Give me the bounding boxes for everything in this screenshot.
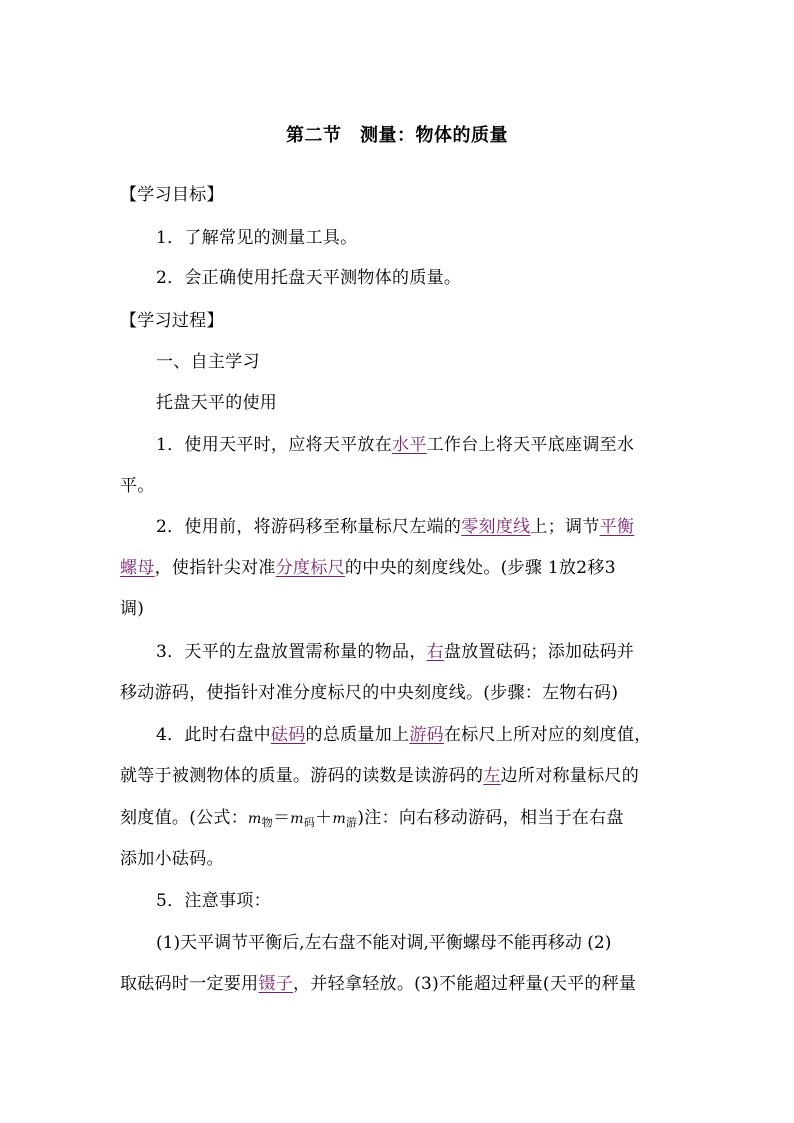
paragraph-1-line-2: 平。 (120, 476, 155, 496)
paragraph-6-line-2 (120, 972, 680, 996)
answer-blank: 砝码 (270, 725, 306, 745)
process-heading: 【学习过程】 (120, 311, 224, 331)
answer-blank: 游码 (409, 725, 444, 745)
text: )注：向右移动游码，相当于在右盘 (357, 808, 624, 828)
paragraph-1-line-1 (156, 433, 716, 457)
text: 2．使用前，将游码移至称量标尺左端的 (156, 517, 462, 537)
notes-heading: 5．注意事项： (156, 891, 271, 911)
page-title: 第二节 测量：物体的质量 (286, 125, 508, 146)
paragraph-4-line-4: 添加小砝码。 (120, 849, 224, 869)
subsection-heading: 托盘天平的使用 (156, 393, 278, 413)
text: 工作台上将天平底座调至水 (426, 435, 635, 455)
paragraph-2-line-1 (156, 515, 716, 539)
answer-blank: 右 (426, 642, 444, 662)
formula-operator: ＝ (272, 808, 291, 828)
answer-blank: 水平 (392, 435, 427, 455)
section-heading: 一、自主学习 (156, 352, 260, 372)
text: 1．使用天平时，应将天平放在 (156, 435, 393, 455)
goals-heading: 【学习目标】 (120, 185, 224, 205)
formula-symbol: m (290, 811, 304, 827)
text: 在标尺上所对应的刻度值， (443, 725, 652, 745)
answer-blank: 螺母 (120, 558, 155, 578)
formula-subscript: 物 (261, 816, 273, 829)
text: 盘放置砝码；添加砝码并 (443, 642, 635, 662)
formula-subscript: 码 (303, 816, 316, 829)
paragraph-3-line-2: 移动游码，使指针对准分度标尺的中央刻度线。(步骤：左物右码) (120, 683, 619, 703)
text: 上；调节 (530, 517, 600, 537)
text: ，并轻拿轻放。(3)不能超过秤量(天平的秤量 (293, 974, 637, 994)
answer-blank: 零刻度线 (461, 517, 531, 537)
formula-operator: ＋ (315, 808, 333, 828)
text: ，使指针尖对准 (154, 558, 276, 578)
text: 的中央的刻度线处。(步骤 1放2移3 (344, 558, 616, 578)
paragraph-4-line-1 (156, 723, 716, 747)
answer-blank: 镊子 (258, 974, 294, 994)
answer-blank: 分度标尺 (275, 558, 345, 578)
formula-symbol: m (332, 811, 347, 827)
text: 3．天平的左盘放置需称量的物品， (156, 642, 427, 662)
formula-subscript: 游 (346, 816, 358, 829)
answer-blank: 左 (483, 766, 501, 786)
paragraph-2-line-2 (120, 556, 680, 580)
text: 4．此时右盘中 (156, 725, 271, 745)
text: 取砝码时一定要用 (120, 974, 259, 994)
paragraph-6-line-1: (1)天平调节平衡后,左右盘不能对调,平衡螺母不能再移动 (2) (156, 933, 612, 953)
answer-blank: 平衡 (599, 517, 635, 537)
paragraph-2-line-3: 调) (120, 599, 145, 619)
text: 边所对称量标尺的 (500, 766, 640, 786)
goal-1: 1．了解常见的测量工具。 (156, 228, 358, 248)
formula-symbol: m (248, 811, 262, 827)
paragraph-4-line-3 (120, 806, 680, 835)
paragraph-4-line-2 (120, 764, 680, 788)
text: 刻度值。(公式： (120, 808, 249, 828)
goal-2: 2．会正确使用托盘天平测物体的质量。 (156, 268, 462, 288)
paragraph-3-line-1 (156, 640, 716, 664)
text: 的总质量加上 (305, 725, 410, 745)
text: 就等于被测物体的质量。游码的读数是读游码的 (120, 766, 484, 786)
